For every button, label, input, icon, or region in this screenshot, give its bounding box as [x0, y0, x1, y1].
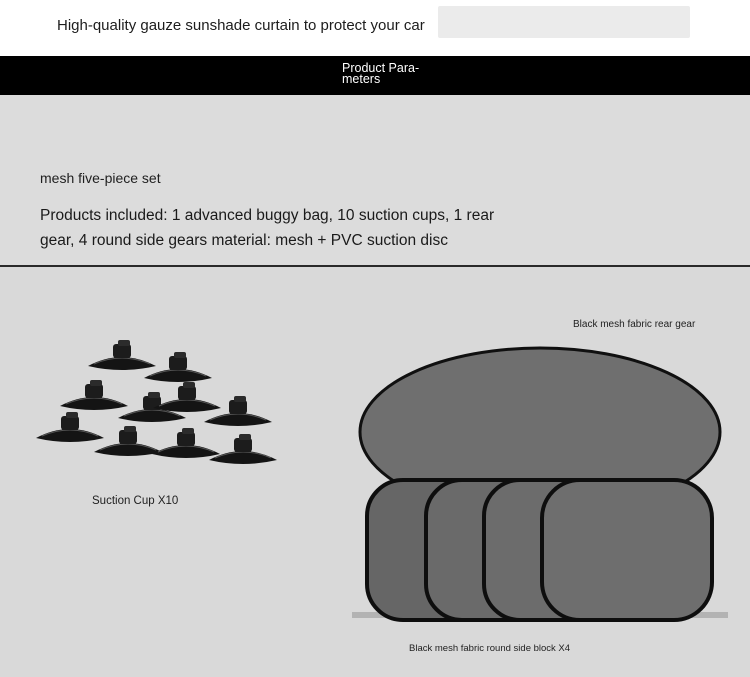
suction-cup [153, 382, 221, 412]
banner-tagline: High-quality gauze sunshade curtain to protect your car [57, 17, 425, 34]
suction-cup [209, 434, 277, 464]
suction-cup [88, 340, 156, 370]
suction-cup [152, 428, 220, 458]
side-block-shade [542, 480, 712, 620]
side-block-label: Black mesh fabric round side block X4 [409, 643, 571, 654]
suction-cup-label: Suction Cup X10 [92, 495, 179, 507]
parameters-section [0, 95, 750, 267]
product-parameters-title-text: Product Para- meters [342, 61, 420, 86]
banner-blurred-area [438, 6, 690, 38]
suction-cup [60, 380, 128, 410]
mesh-shades-image [350, 346, 730, 631]
mesh-shades-graphic [350, 346, 730, 631]
product-display [0, 268, 750, 677]
product-contents: Products included: 1 advanced buggy bag, 10 suction cups, 1 rear gear, 4 round side gears material: mesh + PVC suction disc [40, 207, 495, 249]
product-parameters-bar [0, 56, 750, 95]
suction-cup [36, 412, 104, 442]
suction-cup [94, 426, 162, 456]
suction-cup [204, 396, 272, 426]
rear-gear-label: Black mesh fabric rear gear [573, 319, 696, 330]
suction-cup [144, 352, 212, 382]
suction-cups-graphic [30, 338, 290, 488]
top-banner [0, 0, 750, 56]
product-parameters-title [342, 63, 442, 85]
suction-cups-image [30, 338, 290, 488]
set-name: mesh five-piece set [40, 170, 161, 186]
